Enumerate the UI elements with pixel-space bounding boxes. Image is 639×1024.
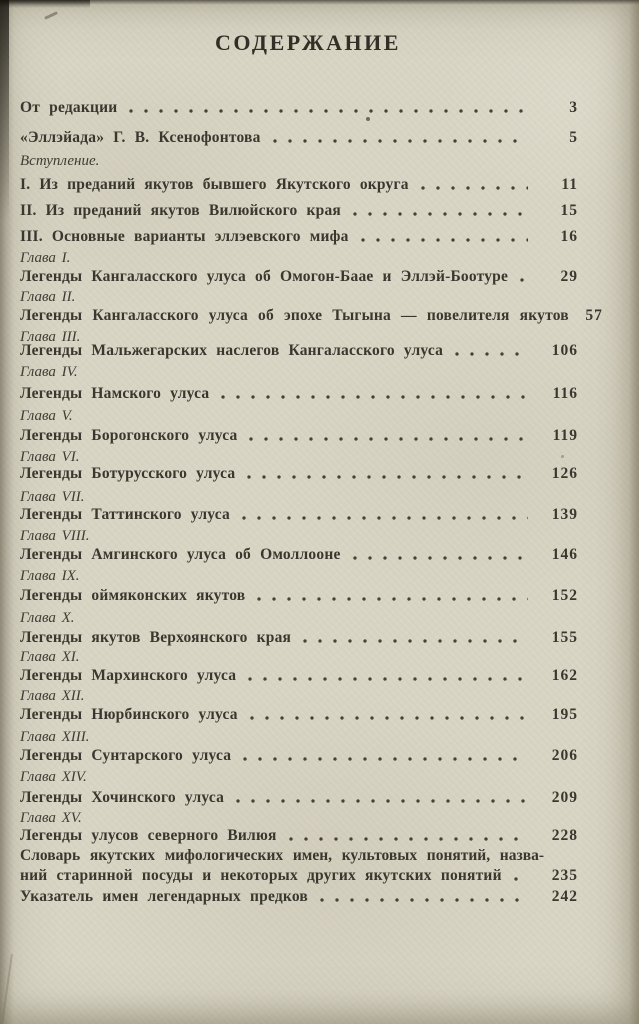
toc-entry-label: Легенды Кангаласского улуса об эпохе Тыгына — повелителя якутов bbox=[20, 307, 569, 324]
chapter-heading: Глава XV. bbox=[20, 810, 82, 826]
chapter-heading: Глава V. bbox=[20, 408, 73, 424]
toc-entry bbox=[20, 128, 578, 147]
page-number: 119 bbox=[552, 427, 578, 444]
page-edge-right bbox=[629, 0, 639, 1024]
toc-entry bbox=[20, 227, 578, 246]
page-number: 155 bbox=[551, 629, 578, 646]
page-number: 11 bbox=[561, 176, 578, 193]
toc-entry-label: Легенды Амгинского улуса об Омоллооне bbox=[20, 546, 341, 563]
page-edge-left bbox=[0, 0, 14, 1024]
toc-entry bbox=[20, 384, 578, 403]
dot-leader bbox=[361, 237, 528, 243]
toc-entry bbox=[20, 586, 578, 605]
page-number: 16 bbox=[560, 228, 578, 245]
toc-entry bbox=[20, 628, 578, 647]
dot-leader bbox=[249, 436, 528, 442]
toc-entry bbox=[20, 788, 578, 807]
toc-entry-label: Легенды Нюрбинского улуса bbox=[20, 706, 238, 723]
dot-leader bbox=[242, 515, 528, 521]
chapter-heading: Глава XI. bbox=[20, 649, 80, 665]
toc-entry bbox=[20, 267, 578, 286]
page-number: 162 bbox=[551, 667, 578, 684]
dot-leader bbox=[248, 676, 528, 682]
toc-entry-label: III. Основные варианты эллэевского мифа bbox=[20, 228, 349, 245]
page-number: 29 bbox=[560, 268, 578, 285]
dot-leader bbox=[257, 596, 528, 602]
toc-entry-label: «Эллэйада» Г. В. Ксенофонтова bbox=[20, 129, 261, 146]
chapter-heading: Глава III. bbox=[20, 329, 81, 345]
page-number: 15 bbox=[560, 202, 578, 219]
page-number: 152 bbox=[551, 587, 578, 604]
page-number: 146 bbox=[551, 546, 578, 563]
toc-entry-label: Легенды Борогонского улуса bbox=[20, 427, 238, 444]
toc-entry bbox=[20, 826, 578, 845]
toc-entry-label: Легенды Кангаласского улуса об Омогон-Баае и Эллэй-Боотуре bbox=[20, 268, 509, 285]
dot-leader bbox=[520, 277, 528, 283]
chapter-heading: Вступление. bbox=[20, 153, 100, 169]
dot-leader bbox=[353, 211, 528, 217]
paper-speck bbox=[366, 117, 370, 121]
toc-entry bbox=[20, 175, 578, 194]
toc-entry-label: Легенды улусов северного Вилюя bbox=[20, 827, 277, 844]
toc-entry bbox=[20, 306, 603, 325]
page-number: 206 bbox=[551, 747, 578, 764]
toc-entry-label: Легенды Намского улуса bbox=[20, 385, 210, 402]
toc-entry bbox=[20, 705, 578, 724]
dot-leader bbox=[236, 798, 528, 804]
chapter-heading: Глава XIV. bbox=[20, 769, 87, 785]
dot-leader bbox=[289, 836, 528, 842]
page-number: 3 bbox=[569, 99, 578, 116]
dot-leader bbox=[273, 138, 528, 144]
page-number: 228 bbox=[551, 827, 578, 844]
chapter-heading: Глава VI. bbox=[20, 449, 80, 465]
chapter-heading: Глава XII. bbox=[20, 688, 85, 704]
toc-entry bbox=[20, 98, 578, 117]
dot-leader bbox=[303, 638, 528, 644]
page-number: 242 bbox=[551, 888, 578, 905]
chapter-heading: Глава IX. bbox=[20, 568, 80, 584]
dot-leader bbox=[247, 474, 528, 480]
page-number: 5 bbox=[569, 129, 578, 146]
toc-entry bbox=[20, 505, 578, 524]
toc-entry bbox=[20, 341, 578, 360]
toc-entry-label: Легенды Сунтарского улуса bbox=[20, 747, 232, 764]
dot-leader bbox=[514, 876, 528, 882]
page-corner-shadow bbox=[0, 0, 90, 8]
page-number: 195 bbox=[551, 706, 578, 723]
chapter-heading: Глава IV. bbox=[20, 364, 78, 380]
toc-entry bbox=[20, 666, 578, 685]
dot-leader bbox=[243, 756, 528, 762]
toc-entry bbox=[20, 464, 578, 483]
toc-entry-label: Легенды Таттинского улуса bbox=[20, 506, 230, 523]
dot-leader bbox=[455, 351, 528, 357]
toc-entry-label: II. Из преданий якутов Вилюйского края bbox=[20, 202, 341, 219]
page-number: 126 bbox=[551, 465, 578, 482]
chapter-heading: Глава II. bbox=[20, 289, 76, 305]
toc-entry-label: Легенды якутов Верхоянского края bbox=[20, 629, 292, 646]
chapter-heading: Глава I. bbox=[20, 250, 71, 266]
toc-entry bbox=[20, 746, 578, 765]
toc-entry-label: Указатель имен легендарных предков bbox=[20, 888, 308, 905]
dot-leader bbox=[421, 185, 528, 191]
dot-leader bbox=[250, 715, 528, 721]
dot-leader bbox=[320, 897, 528, 903]
paper-crease bbox=[1, 954, 13, 1024]
paper-speck bbox=[44, 11, 58, 20]
page-number: 209 bbox=[551, 789, 578, 806]
page-number: 106 bbox=[551, 342, 578, 359]
chapter-heading: Глава X. bbox=[20, 610, 75, 626]
toc-entry bbox=[20, 426, 578, 445]
toc-entry-label: Легенды Мархинского улуса bbox=[20, 667, 237, 684]
toc-entry-label: Легенды оймяконских якутов bbox=[20, 587, 246, 604]
toc-entry-label: От редакции bbox=[20, 99, 118, 116]
toc-entry bbox=[20, 201, 578, 220]
toc-entry bbox=[20, 866, 578, 885]
dot-leader bbox=[221, 394, 528, 400]
toc-entry-label: Легенды Ботурусского улуса bbox=[20, 465, 236, 482]
page-number: 139 bbox=[551, 506, 578, 523]
page-edge-top bbox=[0, 0, 639, 5]
page-number: 57 bbox=[585, 307, 603, 324]
dot-leader bbox=[353, 555, 528, 561]
toc-entry-label: Легенды Мальжегарских наслегов Кангаласского улуса bbox=[20, 342, 444, 359]
dot-leader bbox=[129, 108, 528, 114]
toc-entry-wrap-line: Словарь якутских мифологических имен, культовых понятий, назва- bbox=[20, 847, 544, 864]
chapter-heading: Глава XIII. bbox=[20, 729, 90, 745]
chapter-heading: Глава VII. bbox=[20, 489, 85, 505]
toc-entry-label: I. Из преданий якутов бывшего Якутского округа bbox=[20, 176, 409, 193]
toc-entry bbox=[20, 887, 578, 906]
toc-entry-label: ний старинной посуды и некоторых других якутских понятий bbox=[20, 867, 502, 884]
page-number: 116 bbox=[552, 385, 578, 402]
toc-entry bbox=[20, 545, 578, 564]
chapter-heading: Глава VIII. bbox=[20, 528, 90, 544]
toc-entry-label: Легенды Хочинского улуса bbox=[20, 789, 225, 806]
page-title: СОДЕРЖАНИЕ bbox=[215, 30, 401, 55]
page-number: 235 bbox=[551, 867, 578, 884]
